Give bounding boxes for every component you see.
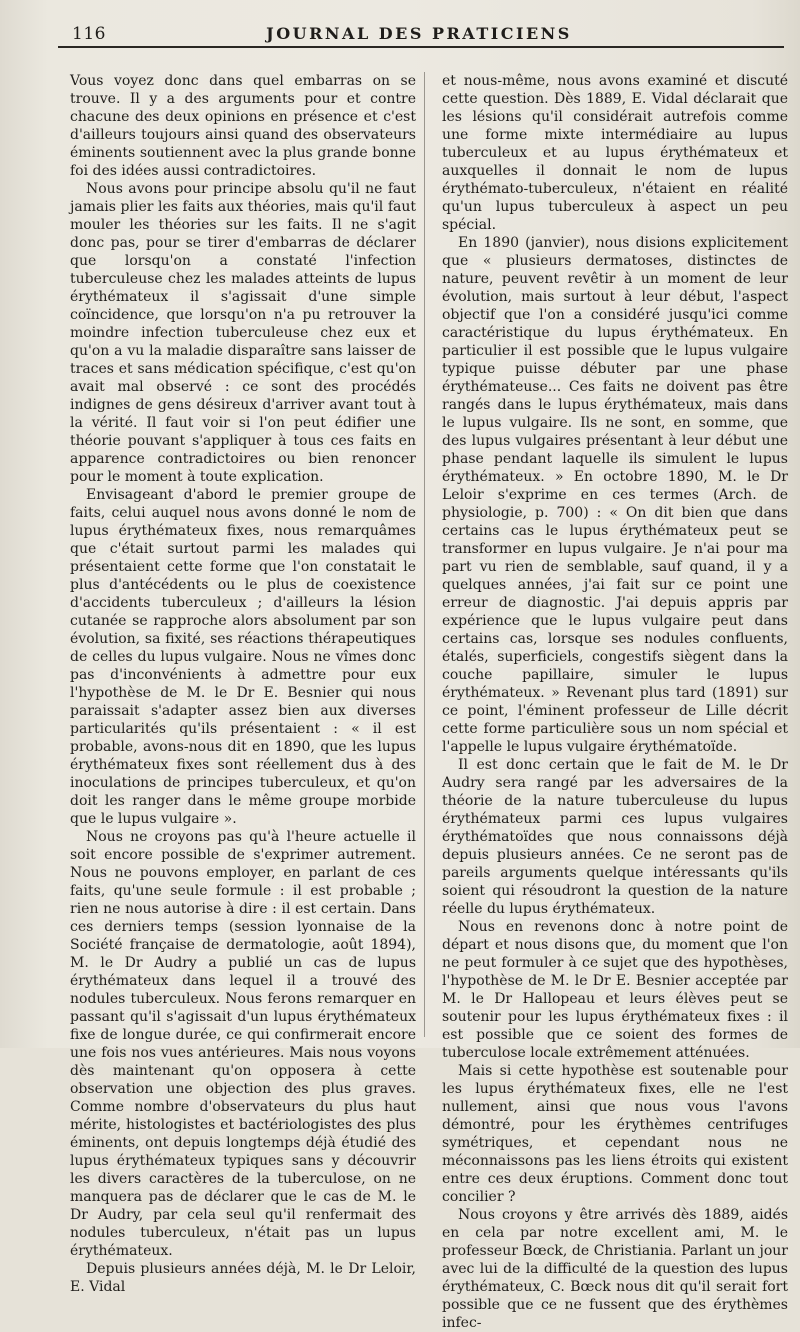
page-number: 116 bbox=[72, 24, 106, 44]
right-column bbox=[442, 72, 788, 1331]
paragraph: Nous en revenons donc à notre point de départ et nous disons que, du moment que l'on ne peut formuler à ce sujet que des hypothèses, l'hypothèse de M. le Dr E. Besnier acceptée par M. le Dr Hallopeau et leurs élèves peut se soutenir pour les lupus érythémateux fixes : il est possible que ce soient des formes de tuberculose locale extrêmement atténuées. bbox=[442, 919, 788, 1061]
paragraph: Il est donc certain que le fait de M. le Dr Audry sera rangé par les adversaires de la théorie de la nature tuberculeuse du lupus érythémateux parmi ces lupus vulgaires érythématoïdes que nous connaissons déjà depuis plusieurs années. Ce ne seront pas de pareils arguments quelque intéressants qu'ils soient qui résoudront la question de la nature réelle du lupus érythémateux. bbox=[442, 757, 788, 917]
paragraph: Envisageant d'abord le premier groupe de faits, celui auquel nous avons donné le nom de lupus érythémateux fixes, nous remarquâmes que c'était surtout parmi les malades qui présentaient cette forme que l'on constatait le plus d'antécédents ou le plus de coexistence d'accidents tuberculeux ; d'ailleurs la lésion cutanée se rapproche alors absolument par son évolution, sa fixité, ses réactions thérapeutiques de celles du lupus vulgaire. Nous ne vîmes donc pas d'inconvénients à admettre pour eux l'hypothèse de M. le Dr E. Besnier qui nous paraissait s'adapter assez bien aux diverses particularités qu'ils présentaient : « il est probable, avons-nous dit en 1890, que les lupus érythémateux fixes sont réellement dus à des inoculations de principes tuberculeux, et qu'on doit les ranger dans le même groupe morbide que le lupus vulgaire ». bbox=[70, 487, 416, 827]
left-column bbox=[70, 72, 416, 1295]
text-columns bbox=[70, 72, 788, 1331]
paragraph: Vous voyez donc dans quel embarras on se trouve. Il y a des arguments pour et contre chacune des deux opinions en présence et c'est d'ailleurs toujours ainsi quand des observateurs éminents soutiennent avec la plus grande bonne foi des idées aussi contradictoires. bbox=[70, 73, 416, 179]
paragraph: Nous croyons y être arrivés dès 1889, aidés en cela par notre excellent ami, M. le professeur Bœck, de Christiania. Parlant un jour avec lui de la difficulté de la question des lupus érythémateux, C. Bœck nous dit qu'il serait fort possible que ce ne fussent que des érythèmes infec- bbox=[442, 1207, 788, 1331]
paragraph: Nous ne croyons pas qu'à l'heure actuelle il soit encore possible de s'exprimer autrement. Nous ne pouvons employer, en parlant de ces faits, qu'une seule formule : il est probable ; rien ne nous autorise à dire : il est certain. Dans ces derniers temps (session lyonnaise de la Société française de dermatologie, août 1894), M. le Dr Audry a publié un cas de lupus érythémateux dans lequel il a trouvé des nodules tuberculeux. Nous ferons remarquer en passant qu'il s'agissait d'un lupus érythémateux fixe de longue durée, ce qui confirmerait encore une fois nos vues antérieures. Mais nous voyons dès maintenant qu'on opposera à cette observation une objection des plus graves. Comme nombre d'observateurs du plus haut mérite, histologistes et bactériologistes des plus éminents, ont depuis longtemps déjà étudié des lupus érythémateux typiques sans y découvrir les divers caractères de la tuberculose, on ne manquera pas de déclarer que le cas de M. le Dr Audry, par cela seul qu'il renfermait des nodules tuberculeux, n'était pas un lupus érythémateux. bbox=[70, 829, 416, 1259]
paragraph: Nous avons pour principe absolu qu'il ne faut jamais plier les faits aux théories, mais qu'il faut mouler les théories sur les faits. Il ne s'agit donc pas, pour se tirer d'embarras de déclarer que lorsqu'on a constaté l'infection tuberculeuse chez les malades atteints de lupus érythémateux il s'agissait d'une simple coïncidence, que lorsqu'on n'a pu retrouver la moindre infection tuberculeuse chez eux et qu'on a vu la maladie disparaître sans laisser de traces et sans médication spécifique, c'est qu'on avait mal observé : ce sont des procédés indignes de gens désireux d'arriver avant tout à la vérité. Il faut voir si l'on peut édifier une théorie pouvant s'appliquer à tous ces faits en apparence contradictoires ou bien renoncer pour le moment à toute explication. bbox=[70, 181, 416, 485]
header-rule bbox=[58, 46, 784, 48]
running-title: JOURNAL DES PRATICIENS bbox=[266, 24, 572, 43]
paragraph: et nous-même, nous avons examiné et discuté cette question. Dès 1889, E. Vidal déclarait que les lésions qu'il considérait autrefois comme une forme mixte intermédiaire au lupus tuberculeux et au lupus érythémateux et auxquelles il donnait le nom de lupus érythémato-tuberculeux, n'étaient en réalité qu'un lupus tuberculeux à aspect un peu spécial. bbox=[442, 73, 788, 233]
page-header bbox=[58, 18, 780, 54]
paragraph: En 1890 (janvier), nous disions explicitement que « plusieurs dermatoses, distinctes de nature, peuvent revêtir à un moment de leur évolution, mais surtout à leur début, l'aspect objectif que l'on a considéré jusqu'ici comme caractéristique du lupus érythémateux. En particulier il est possible que le lupus vulgaire typique puisse débuter par une phase érythémateuse... Ces faits ne doivent pas être rangés dans le lupus érythémateux, mais dans le lupus vulgaire. Ils ne sont, en somme, que des lupus vulgaires présentant à leur début une phase pendant laquelle ils simulent le lupus érythémateux. » En octobre 1890, M. le Dr Leloir s'exprime en ces termes (Arch. de physiologie, p. 700) : « On dit bien que dans certains cas le lupus érythémateux peut se transformer en lupus vulgaire. Je n'ai pour ma part vu rien de semblable, sauf quand, il y a quelques années, j'ai fait sur ce point une erreur de diagnostic. J'ai depuis appris par expérience que le lupus vulgaire peut dans certains cas, lorsque ses nodules confluents, étalés, superficiels, congestifs siègent dans la couche papillaire, simuler le lupus érythémateux. » Revenant plus tard (1891) sur ce point, l'éminent professeur de Lille décrit cette forme particulière sous un nom spécial et l'appelle le lupus vulgaire érythématoïde. bbox=[442, 235, 788, 755]
paragraph: Mais si cette hypothèse est soutenable pour les lupus érythémateux fixes, elle ne l'est nullement, ainsi que nous vous l'avons démontré, pour les érythèmes centrifuges symétriques, et cependant nous ne méconnaissons pas les liens étroits qui existent entre ces deux éruptions. Comment donc tout concilier ? bbox=[442, 1063, 788, 1205]
paragraph: Depuis plusieurs années déjà, M. le Dr Leloir, E. Vidal bbox=[70, 1261, 416, 1295]
column-divider bbox=[424, 72, 425, 1037]
